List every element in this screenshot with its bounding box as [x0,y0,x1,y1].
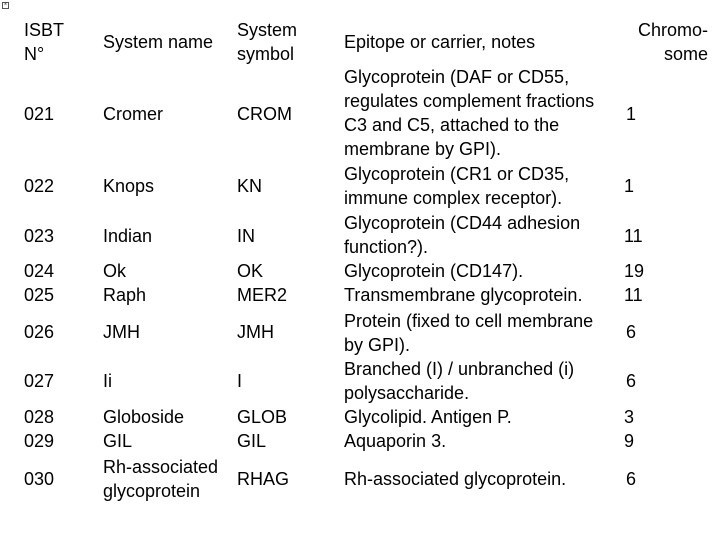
cell-text: N° [24,44,45,64]
cell-text: Cromer [103,104,164,124]
isbt-number [24,405,94,453]
cell-text: GIL [237,431,267,451]
cell-text: 025 [24,285,55,305]
system-symbol [237,259,342,307]
system-name [103,369,238,393]
cell-text: Knops [103,176,155,196]
cell-text: JMH [237,322,274,342]
cell-text: polysaccharide. [344,383,470,403]
cell-text: Branched (I) / unbranched (i) [344,359,575,379]
system-name [103,455,238,503]
cell-text: 6 [626,371,637,391]
cell-text: OK [237,261,264,281]
cell-text: Rh-associated glycoprotein. [344,469,567,489]
cell-text: Ok [103,261,127,281]
chromosome [624,259,644,307]
cell-text: regulates complement fractions [344,91,595,111]
header-chromosome [612,18,708,66]
system-symbol [237,467,342,491]
isbt-number [24,102,94,126]
header-isbt [24,18,94,66]
isbt-number [24,224,94,248]
cell-text: 029 [24,431,55,451]
cell-text: 023 [24,226,55,246]
cell-text: MER2 [237,285,288,305]
cell-text: Transmembrane glycoprotein. [344,285,583,305]
system-symbol [237,405,342,453]
cell-text: 1 [626,104,637,124]
cell-text: 024 [24,261,55,281]
cell-text: Rh-associated [103,457,219,477]
cell-text: 19 [624,261,645,281]
system-name [103,174,238,198]
cell-text: RHAG [237,469,290,489]
cell-text: 021 [24,104,55,124]
epitope-notes [344,259,624,307]
cell-text: 026 [24,322,55,342]
system-symbol [237,369,342,393]
cell-text: function?). [344,237,429,257]
system-name [103,224,238,248]
broken-image-icon: × [3,2,8,8]
cell-text: 6 [626,469,637,489]
cell-text: System [237,20,298,40]
cell-text: GLOB [237,407,288,427]
header-system-name [103,30,238,54]
cell-text: 028 [24,407,55,427]
cell-text: 030 [24,469,55,489]
cell-text: Indian [103,226,153,246]
cell-text: C3 and C5, attached to the [344,115,560,135]
epitope-notes [344,357,624,405]
cell-text: 9 [624,431,635,451]
cell-text: 11 [624,226,643,246]
cell-text: Globoside [103,407,185,427]
header-epitope [344,30,624,54]
cell-text: by GPI). [344,335,411,355]
header-system-symbol [237,18,342,66]
cell-text: IN [237,226,255,246]
cell-text: symbol [237,44,295,64]
isbt-number [24,369,94,393]
cell-text: GIL [103,431,133,451]
isbt-number [24,467,94,491]
epitope-notes [344,211,624,259]
chromosome [624,174,634,198]
cell-text: System name [103,32,214,52]
system-symbol [237,320,342,344]
epitope-notes [344,162,624,210]
cell-text: Aquaporin 3. [344,431,447,451]
chromosome [626,467,636,491]
system-name [103,320,238,344]
epitope-notes [344,467,624,491]
chromosome [626,369,636,393]
system-name [103,259,238,307]
isbt-number [24,259,94,307]
chromosome [626,102,636,126]
cell-text: Raph [103,285,147,305]
system-symbol [237,224,342,248]
cell-text: I [237,371,243,391]
isbt-number [24,174,94,198]
cell-text: Protein (fixed to cell membrane [344,311,594,331]
chromosome [624,224,643,248]
cell-text: 1 [624,176,635,196]
cell-text: Ii [103,371,112,391]
isbt-number [24,320,94,344]
cell-text: 6 [626,322,637,342]
system-name [103,102,238,126]
cell-text: Glycoprotein (DAF or CD55, [344,67,570,87]
cell-text: ISBT [24,20,65,40]
cell-text: 027 [24,371,55,391]
epitope-notes [344,65,624,161]
cell-text: CROM [237,104,292,124]
system-symbol [237,174,342,198]
cell-text: 3 [624,407,635,427]
cell-text: Glycolipid. Antigen P. [344,407,512,427]
system-name [103,405,238,453]
cell-text: some [663,44,708,64]
chromosome [626,320,636,344]
cell-text: 11 [624,285,643,305]
cell-text: Glycoprotein (CR1 or CD35, [344,164,570,184]
cell-text: KN [237,176,263,196]
chromosome [624,405,634,453]
epitope-notes [344,309,624,357]
cell-text: Epitope or carrier, notes [344,32,536,52]
epitope-notes [344,405,624,453]
cell-text: 022 [24,176,55,196]
system-symbol [237,102,342,126]
cell-text: JMH [103,322,140,342]
cell-text: Glycoprotein (CD147). [344,261,524,281]
cell-text: immune complex receptor). [344,188,563,208]
cell-text: Chromo- [637,20,708,40]
cell-text: membrane by GPI). [344,139,502,159]
cell-text: glycoprotein [103,481,201,501]
cell-text: Glycoprotein (CD44 adhesion [344,213,581,233]
